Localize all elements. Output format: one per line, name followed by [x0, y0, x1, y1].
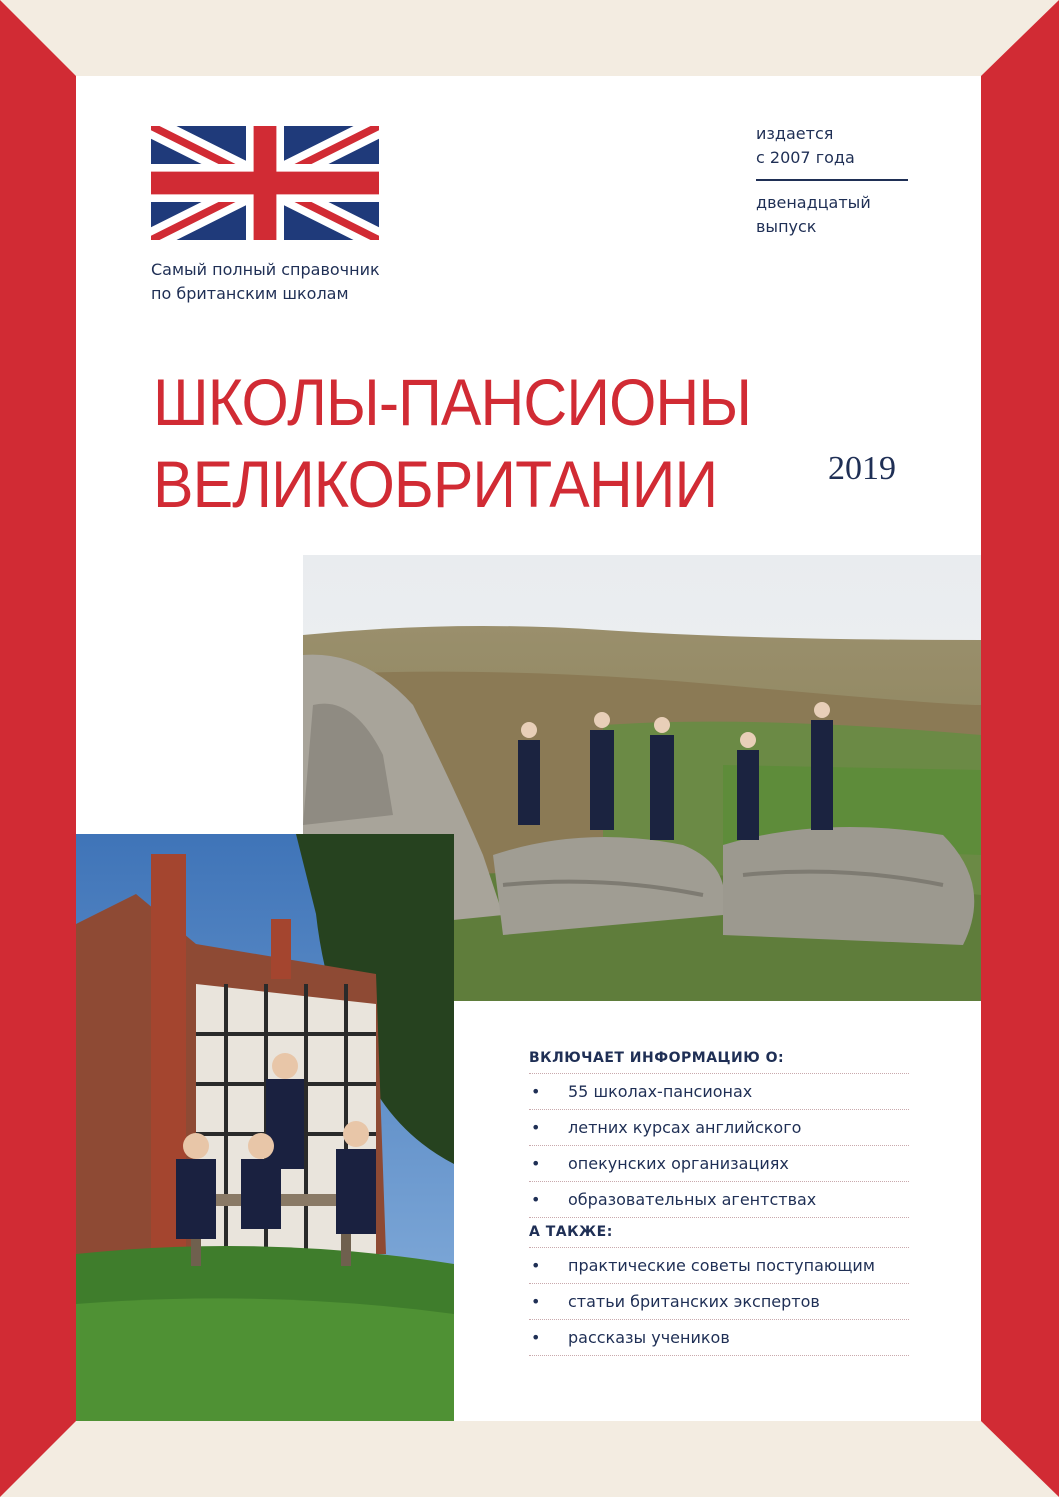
- list-item: [529, 1074, 909, 1110]
- list-item: [529, 1110, 909, 1146]
- edition-year: 2019: [828, 450, 896, 487]
- union-jack-flag-icon: [151, 126, 379, 240]
- list-item-text: образовательных агентствах: [568, 1190, 817, 1209]
- subtitle-line: по британским школам: [151, 284, 349, 303]
- list-item: [529, 1284, 909, 1320]
- issue-line: двенадцатый: [756, 193, 871, 212]
- bullet-icon: •: [531, 1292, 541, 1311]
- bullet-icon: •: [531, 1154, 541, 1173]
- title-line: ШКОЛЫ-ПАНСИОНЫ: [153, 365, 752, 439]
- cover-title: [153, 361, 907, 525]
- bullet-icon: •: [531, 1328, 541, 1347]
- list-item-text: летних курсах английского: [568, 1118, 802, 1137]
- list-item-text: 55 школах-пансионах: [568, 1082, 753, 1101]
- list-item-text: рассказы учеников: [568, 1328, 730, 1347]
- divider: [756, 179, 908, 181]
- list-item-text: практические советы поступающим: [568, 1256, 875, 1275]
- list-item: [529, 1182, 909, 1218]
- list-item: [529, 1146, 909, 1182]
- issue-line: выпуск: [756, 217, 817, 236]
- subtitle-line: Самый полный справочник: [151, 260, 380, 279]
- school-building-photo: [76, 834, 454, 1421]
- list-item: [529, 1320, 909, 1356]
- publication-info: [756, 122, 908, 239]
- contents-list: [529, 1044, 909, 1356]
- list-item: [529, 1248, 909, 1284]
- bullet-icon: •: [531, 1256, 541, 1275]
- list-item-text: опекунских организациях: [568, 1154, 789, 1173]
- bullet-icon: •: [531, 1118, 541, 1137]
- list-item-text: статьи британских экспертов: [568, 1292, 820, 1311]
- bullet-icon: •: [531, 1082, 541, 1101]
- since-line: с 2007 года: [756, 148, 855, 167]
- also-heading: А ТАКЖЕ:: [529, 1218, 909, 1248]
- guide-subtitle: [151, 258, 471, 306]
- since-line: издается: [756, 124, 834, 143]
- cover-page: [76, 76, 981, 1421]
- title-line: ВЕЛИКОБРИТАНИИ: [153, 447, 718, 521]
- includes-heading: ВКЛЮЧАЕТ ИНФОРМАЦИЮ О:: [529, 1044, 909, 1074]
- bullet-icon: •: [531, 1190, 541, 1209]
